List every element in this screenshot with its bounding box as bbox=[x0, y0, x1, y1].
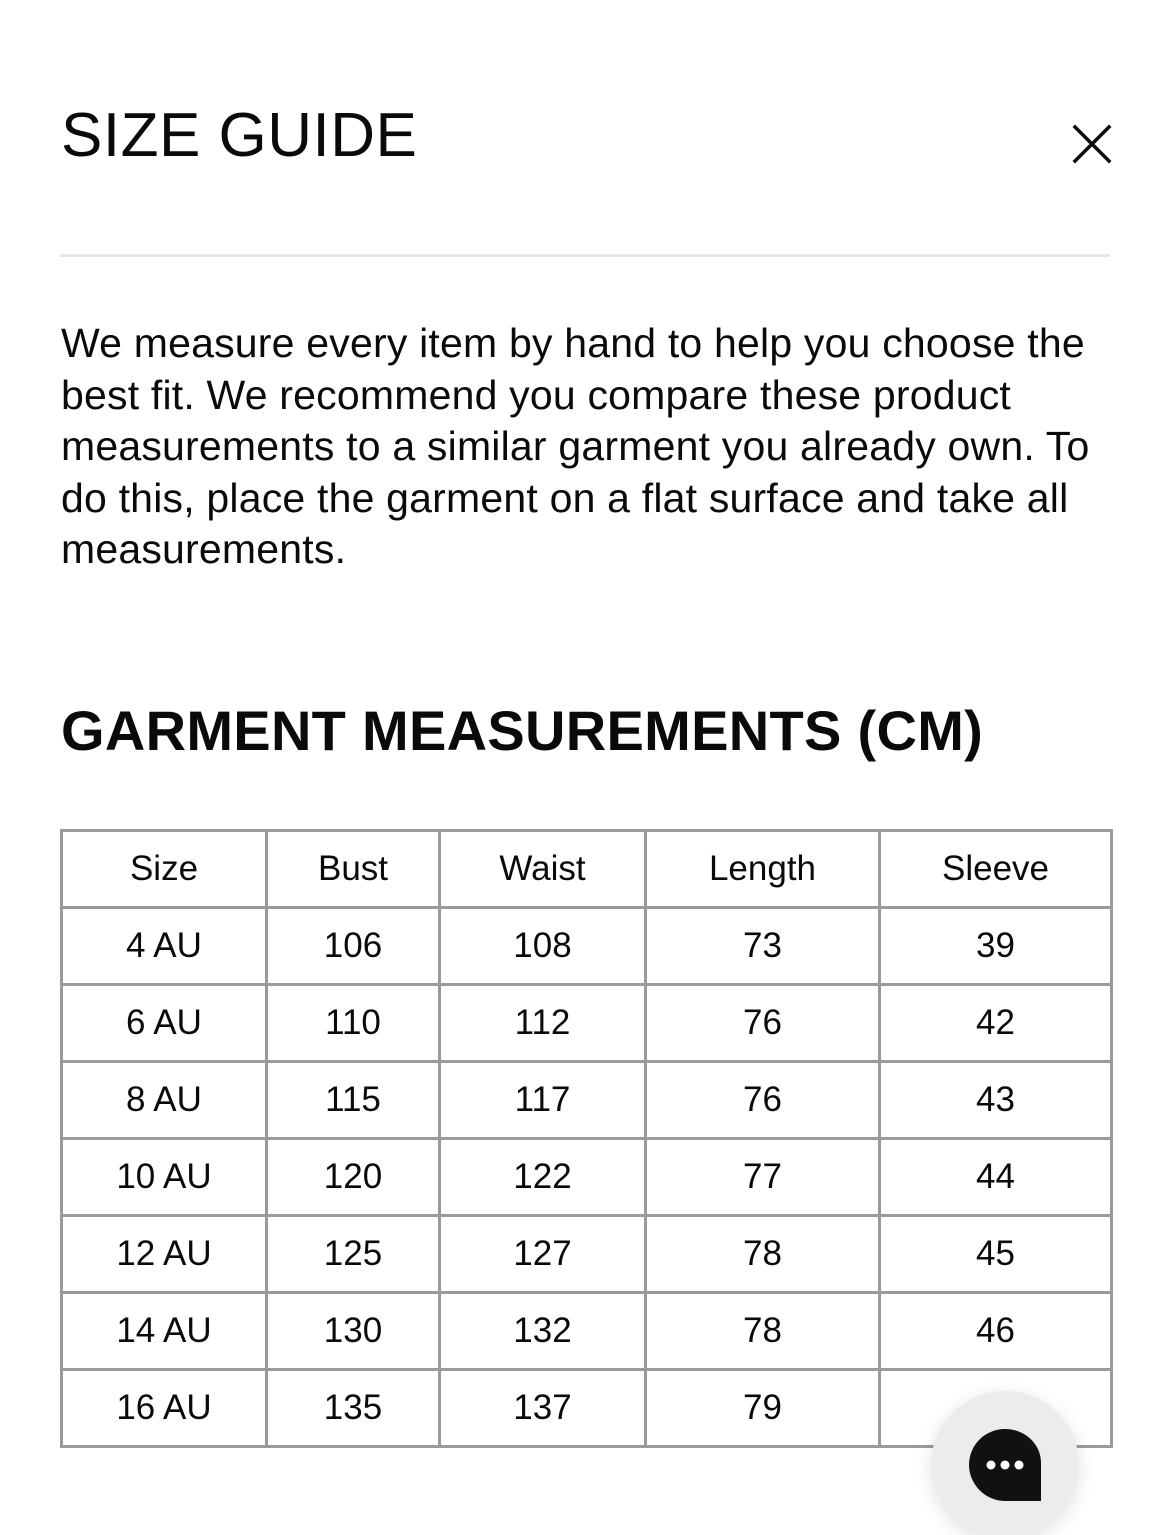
column-header: Waist bbox=[440, 831, 646, 908]
close-icon bbox=[1066, 118, 1118, 170]
table-cell: 44 bbox=[880, 1139, 1112, 1216]
table-cell: 6 AU bbox=[62, 985, 267, 1062]
page-title: SIZE GUIDE bbox=[61, 101, 418, 170]
table-cell: 125 bbox=[267, 1216, 440, 1293]
table-cell: 106 bbox=[267, 908, 440, 985]
table-cell: 108 bbox=[440, 908, 646, 985]
table-cell: 120 bbox=[267, 1139, 440, 1216]
table-cell: 76 bbox=[646, 1062, 880, 1139]
table-row bbox=[62, 908, 1112, 985]
table-row bbox=[62, 985, 1112, 1062]
table-cell: 127 bbox=[440, 1216, 646, 1293]
table-row bbox=[62, 1216, 1112, 1293]
column-header: Bust bbox=[267, 831, 440, 908]
table-row bbox=[62, 1293, 1112, 1370]
table-cell: 78 bbox=[646, 1216, 880, 1293]
measurements-title: GARMENT MEASUREMENTS (CM) bbox=[61, 699, 984, 762]
column-header: Sleeve bbox=[880, 831, 1112, 908]
table-cell: 79 bbox=[646, 1370, 880, 1447]
intro-text: We measure every item by hand to help you choose the best fit. We recommend you compare these product measurements to a similar garment you already own. To do this, place the garment on a flat surface and take all measurements. bbox=[61, 320, 1090, 572]
table-cell: 42 bbox=[880, 985, 1112, 1062]
table-cell: 115 bbox=[267, 1062, 440, 1139]
table-cell: 8 AU bbox=[62, 1062, 267, 1139]
table-header-row bbox=[62, 831, 1112, 908]
table-cell: 16 AU bbox=[62, 1370, 267, 1447]
table-cell: 112 bbox=[440, 985, 646, 1062]
table-cell: 12 AU bbox=[62, 1216, 267, 1293]
table-cell: 43 bbox=[880, 1062, 1112, 1139]
table-cell: 46 bbox=[880, 1293, 1112, 1370]
size-table bbox=[60, 829, 1113, 1448]
chat-button[interactable] bbox=[931, 1391, 1079, 1535]
column-header: Length bbox=[646, 831, 880, 908]
column-header: Size bbox=[62, 831, 267, 908]
table-cell: 14 AU bbox=[62, 1293, 267, 1370]
chat-bubble-icon bbox=[967, 1427, 1043, 1503]
table-cell: 110 bbox=[267, 985, 440, 1062]
table-cell: 117 bbox=[440, 1062, 646, 1139]
table-cell: 45 bbox=[880, 1216, 1112, 1293]
table-cell: 73 bbox=[646, 908, 880, 985]
table-row bbox=[62, 1139, 1112, 1216]
table-cell: 122 bbox=[440, 1139, 646, 1216]
table-cell: 10 AU bbox=[62, 1139, 267, 1216]
table-cell: 76 bbox=[646, 985, 880, 1062]
table-row bbox=[62, 1062, 1112, 1139]
table-cell: 4 AU bbox=[62, 908, 267, 985]
header-divider bbox=[60, 254, 1110, 257]
table-cell: 132 bbox=[440, 1293, 646, 1370]
table-cell: 77 bbox=[646, 1139, 880, 1216]
table-cell: 39 bbox=[880, 908, 1112, 985]
table-cell: 137 bbox=[440, 1370, 646, 1447]
close-button[interactable] bbox=[1066, 118, 1118, 170]
table-cell: 78 bbox=[646, 1293, 880, 1370]
table-cell: 135 bbox=[267, 1370, 440, 1447]
table-cell: 130 bbox=[267, 1293, 440, 1370]
